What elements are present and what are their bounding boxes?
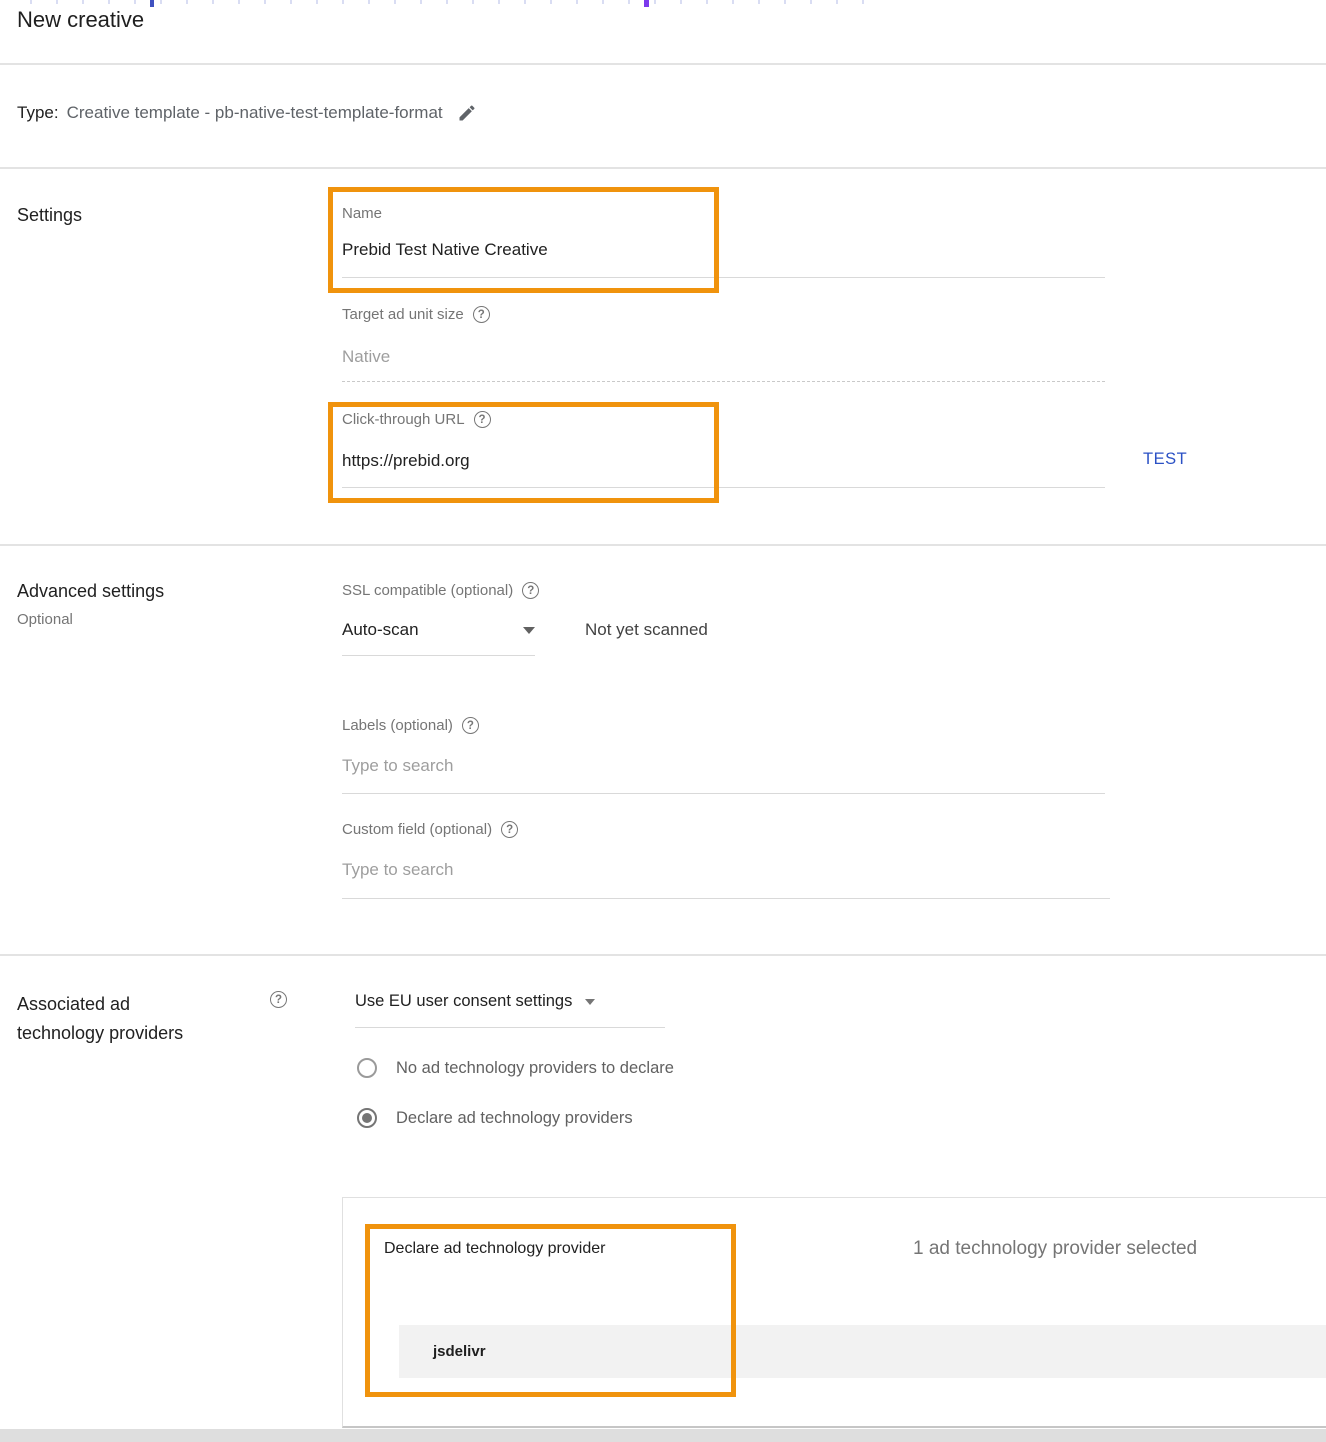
chevron-down-icon (523, 627, 535, 634)
advanced-settings-heading: Advanced settings (17, 581, 165, 601)
ssl-autoscan-dropdown[interactable] (342, 620, 535, 640)
custom-field-label (342, 821, 518, 838)
divider (0, 954, 1326, 956)
provider-row[interactable] (399, 1325, 1326, 1378)
clipped-breadcrumb-remnant (30, 0, 880, 4)
name-field-value[interactable]: Prebid Test Native Creative (342, 240, 548, 259)
custom-field-label-text: Custom field (optional) (342, 821, 493, 838)
labels-field-label-text: Labels (optional) (342, 717, 453, 734)
providers-heading: Associated ad technology providers (17, 994, 184, 1043)
radio-label: Declare ad technology providers (396, 1108, 633, 1127)
divider (0, 63, 1326, 65)
ssl-label (342, 582, 539, 599)
custom-field-input[interactable]: Type to search (342, 860, 454, 879)
help-icon[interactable] (462, 717, 479, 734)
pencil-icon[interactable] (457, 103, 477, 123)
ssl-dropdown-value: Auto-scan (342, 620, 419, 639)
click-through-value[interactable]: https://prebid.org (342, 451, 470, 470)
help-icon[interactable] (522, 582, 539, 599)
help-icon[interactable] (501, 821, 518, 838)
target-size-label-text: Target ad unit size (342, 306, 464, 323)
consent-dropdown[interactable] (355, 992, 595, 1011)
clipped-breadcrumb-remnant (150, 0, 154, 7)
labels-field-underline (342, 793, 1105, 794)
radio-label: No ad technology providers to declare (396, 1058, 674, 1077)
ssl-scan-status: Not yet scanned (585, 620, 708, 639)
consent-dropdown-underline (355, 1027, 665, 1028)
ssl-label-text: SSL compatible (optional) (342, 582, 514, 599)
click-through-label-text: Click-through URL (342, 411, 465, 428)
provider-card (342, 1197, 1326, 1428)
provider-card-status: 1 ad technology provider selected (913, 1238, 1198, 1259)
test-link[interactable]: TEST (1143, 450, 1188, 468)
radio-option-no-providers[interactable] (357, 1058, 674, 1078)
page-bottom-edge (0, 1429, 1326, 1442)
name-field-underline (342, 277, 1105, 278)
type-value: Creative template - pb-native-test-template-format (66, 103, 443, 122)
labels-field-label (342, 717, 479, 734)
divider (0, 544, 1326, 546)
provider-card-title: Declare ad technology provider (384, 1240, 606, 1257)
creative-type-row (17, 103, 477, 123)
radio-selected-icon[interactable] (357, 1108, 377, 1128)
settings-heading: Settings (17, 205, 83, 225)
clipped-breadcrumb-remnant (644, 0, 649, 7)
provider-name: jsdelivr (433, 1343, 486, 1360)
click-through-label (342, 411, 491, 428)
target-size-label (342, 306, 490, 323)
target-size-value: Native (342, 347, 391, 366)
consent-dropdown-value: Use EU user consent settings (355, 992, 573, 1010)
custom-field-underline (342, 898, 1110, 899)
ssl-dropdown-underline (342, 655, 535, 656)
radio-option-declare-providers[interactable] (357, 1108, 633, 1128)
labels-field-input[interactable]: Type to search (342, 756, 454, 775)
type-label: Type: (17, 103, 59, 122)
advanced-settings-subheading: Optional (17, 611, 73, 628)
target-size-underline (342, 381, 1105, 382)
divider (0, 167, 1326, 169)
help-icon[interactable] (270, 991, 287, 1008)
chevron-down-icon (585, 999, 595, 1005)
click-through-underline (342, 487, 1105, 488)
name-field-label: Name (342, 205, 383, 222)
page-title: New creative (17, 7, 145, 32)
help-icon[interactable] (473, 306, 490, 323)
radio-unselected-icon[interactable] (357, 1058, 377, 1078)
help-icon[interactable] (474, 411, 491, 428)
